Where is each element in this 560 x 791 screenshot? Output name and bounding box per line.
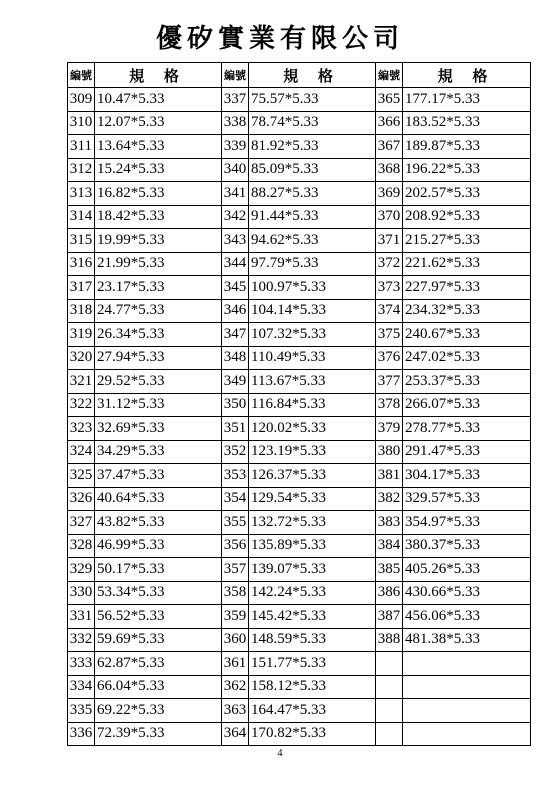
- table-row: [68, 88, 531, 112]
- item-spec-cell: 456.06*5.33: [403, 605, 531, 629]
- item-code-cell: 350: [222, 393, 249, 417]
- company-title: 優矽實業有限公司: [155, 24, 404, 54]
- table-row: [68, 393, 531, 417]
- item-code-cell: 328: [68, 534, 95, 558]
- item-spec-cell: 253.37*5.33: [403, 370, 531, 394]
- spec-table-body: [68, 88, 531, 746]
- item-spec-cell: 56.52*5.33: [95, 605, 222, 629]
- item-spec-cell: 142.24*5.33: [249, 581, 376, 605]
- item-spec-cell: 247.02*5.33: [403, 346, 531, 370]
- item-spec-cell: 27.94*5.33: [95, 346, 222, 370]
- item-code-cell: 359: [222, 605, 249, 629]
- item-spec-cell: 158.12*5.33: [249, 675, 376, 699]
- item-spec-cell: 234.32*5.33: [403, 299, 531, 323]
- item-spec-cell: 132.72*5.33: [249, 511, 376, 535]
- item-code-cell: 339: [222, 135, 249, 159]
- item-code-cell: 347: [222, 323, 249, 347]
- item-code-cell: 378: [376, 393, 403, 417]
- item-code-cell: 377: [376, 370, 403, 394]
- spec-table: [67, 62, 531, 746]
- item-code-cell: 366: [376, 111, 403, 135]
- item-code-cell: 312: [68, 158, 95, 182]
- item-code-cell: 330: [68, 581, 95, 605]
- item-code-cell: 323: [68, 417, 95, 441]
- table-row: [68, 135, 531, 159]
- item-code-cell: 352: [222, 440, 249, 464]
- item-code-cell: [376, 722, 403, 746]
- item-spec-cell: 135.89*5.33: [249, 534, 376, 558]
- item-spec-cell: 66.04*5.33: [95, 675, 222, 699]
- item-spec-cell: 129.54*5.33: [249, 487, 376, 511]
- item-spec-cell: 215.27*5.33: [403, 229, 531, 253]
- item-spec-cell: 107.32*5.33: [249, 323, 376, 347]
- item-code-cell: 334: [68, 675, 95, 699]
- table-row: [68, 323, 531, 347]
- item-spec-cell: 34.29*5.33: [95, 440, 222, 464]
- item-code-cell: 310: [68, 111, 95, 135]
- item-code-cell: 313: [68, 182, 95, 206]
- item-spec-cell: 13.64*5.33: [95, 135, 222, 159]
- item-spec-cell: 12.07*5.33: [95, 111, 222, 135]
- item-spec-cell: 177.17*5.33: [403, 88, 531, 112]
- table-row: [68, 370, 531, 394]
- item-spec-cell: 31.12*5.33: [95, 393, 222, 417]
- table-row: [68, 605, 531, 629]
- item-code-cell: 376: [376, 346, 403, 370]
- item-spec-cell: 94.62*5.33: [249, 229, 376, 253]
- item-code-cell: 317: [68, 276, 95, 300]
- item-code-cell: 353: [222, 464, 249, 488]
- item-spec-cell: 430.66*5.33: [403, 581, 531, 605]
- item-spec-cell: 10.47*5.33: [95, 88, 222, 112]
- item-code-cell: 326: [68, 487, 95, 511]
- table-row: [68, 299, 531, 323]
- item-code-cell: 345: [222, 276, 249, 300]
- table-row: [68, 464, 531, 488]
- item-spec-cell: 139.07*5.33: [249, 558, 376, 582]
- item-spec-cell: 304.17*5.33: [403, 464, 531, 488]
- item-code-cell: 337: [222, 88, 249, 112]
- item-code-cell: 338: [222, 111, 249, 135]
- table-row: [68, 111, 531, 135]
- item-spec-cell: 26.34*5.33: [95, 323, 222, 347]
- item-code-cell: 315: [68, 229, 95, 253]
- item-spec-cell: 240.67*5.33: [403, 323, 531, 347]
- item-code-cell: 360: [222, 628, 249, 652]
- item-spec-cell: 18.42*5.33: [95, 205, 222, 229]
- item-code-cell: 346: [222, 299, 249, 323]
- item-spec-cell: 120.02*5.33: [249, 417, 376, 441]
- item-code-cell: 372: [376, 252, 403, 276]
- item-code-cell: 388: [376, 628, 403, 652]
- item-code-cell: 320: [68, 346, 95, 370]
- item-spec-cell: 329.57*5.33: [403, 487, 531, 511]
- item-spec-cell: 481.38*5.33: [403, 628, 531, 652]
- item-spec-cell: 189.87*5.33: [403, 135, 531, 159]
- item-code-cell: 333: [68, 652, 95, 676]
- table-row: [68, 699, 531, 723]
- item-code-cell: 349: [222, 370, 249, 394]
- item-spec-cell: 50.17*5.33: [95, 558, 222, 582]
- item-spec-cell: 278.77*5.33: [403, 417, 531, 441]
- item-spec-cell: 40.64*5.33: [95, 487, 222, 511]
- item-code-cell: 321: [68, 370, 95, 394]
- table-row: [68, 581, 531, 605]
- table-row: [68, 417, 531, 441]
- code-header: 編號: [376, 63, 403, 88]
- item-code-cell: 318: [68, 299, 95, 323]
- item-spec-cell: 126.37*5.33: [249, 464, 376, 488]
- item-spec-cell: 19.99*5.33: [95, 229, 222, 253]
- item-code-cell: 331: [68, 605, 95, 629]
- item-code-cell: 351: [222, 417, 249, 441]
- item-code-cell: 375: [376, 323, 403, 347]
- item-spec-cell: 85.09*5.33: [249, 158, 376, 182]
- item-code-cell: 367: [376, 135, 403, 159]
- table-row: [68, 205, 531, 229]
- item-code-cell: 383: [376, 511, 403, 535]
- item-spec-cell: 110.49*5.33: [249, 346, 376, 370]
- table-row: [68, 652, 531, 676]
- item-code-cell: 325: [68, 464, 95, 488]
- item-spec-cell: 37.47*5.33: [95, 464, 222, 488]
- item-spec-cell: 104.14*5.33: [249, 299, 376, 323]
- table-row: [68, 628, 531, 652]
- table-row: [68, 675, 531, 699]
- item-code-cell: 381: [376, 464, 403, 488]
- item-code-cell: [376, 699, 403, 723]
- item-spec-cell: 69.22*5.33: [95, 699, 222, 723]
- item-spec-cell: 78.74*5.33: [249, 111, 376, 135]
- item-spec-cell: 81.92*5.33: [249, 135, 376, 159]
- item-code-cell: 316: [68, 252, 95, 276]
- item-code-cell: 382: [376, 487, 403, 511]
- item-spec-cell: 75.57*5.33: [249, 88, 376, 112]
- item-spec-cell: 62.87*5.33: [95, 652, 222, 676]
- table-row: [68, 534, 531, 558]
- item-code-cell: 355: [222, 511, 249, 535]
- table-row: [68, 722, 531, 746]
- item-code-cell: 314: [68, 205, 95, 229]
- item-spec-cell: 29.52*5.33: [95, 370, 222, 394]
- item-code-cell: 354: [222, 487, 249, 511]
- item-code-cell: 319: [68, 323, 95, 347]
- item-code-cell: 322: [68, 393, 95, 417]
- item-code-cell: 386: [376, 581, 403, 605]
- item-spec-cell: 227.97*5.33: [403, 276, 531, 300]
- page-number: 4: [277, 748, 283, 759]
- item-spec-cell: 113.67*5.33: [249, 370, 376, 394]
- item-spec-cell: 196.22*5.33: [403, 158, 531, 182]
- item-code-cell: 309: [68, 88, 95, 112]
- item-spec-cell: 145.42*5.33: [249, 605, 376, 629]
- item-code-cell: 379: [376, 417, 403, 441]
- table-row: [68, 487, 531, 511]
- item-code-cell: [376, 652, 403, 676]
- item-spec-cell: 405.26*5.33: [403, 558, 531, 582]
- spec-header: 規 格: [249, 63, 376, 88]
- item-spec-cell: 183.52*5.33: [403, 111, 531, 135]
- item-code-cell: 362: [222, 675, 249, 699]
- item-spec-cell: 123.19*5.33: [249, 440, 376, 464]
- item-code-cell: 385: [376, 558, 403, 582]
- item-spec-cell: 151.77*5.33: [249, 652, 376, 676]
- item-spec-cell: 208.92*5.33: [403, 205, 531, 229]
- item-code-cell: 335: [68, 699, 95, 723]
- item-code-cell: 342: [222, 205, 249, 229]
- item-spec-cell: 266.07*5.33: [403, 393, 531, 417]
- item-spec-cell: 15.24*5.33: [95, 158, 222, 182]
- item-spec-cell: 97.79*5.33: [249, 252, 376, 276]
- item-spec-cell: 91.44*5.33: [249, 205, 376, 229]
- item-code-cell: 356: [222, 534, 249, 558]
- item-code-cell: 369: [376, 182, 403, 206]
- item-spec-cell: 32.69*5.33: [95, 417, 222, 441]
- item-code-cell: 370: [376, 205, 403, 229]
- table-row: [68, 511, 531, 535]
- item-spec-cell: 116.84*5.33: [249, 393, 376, 417]
- item-code-cell: 340: [222, 158, 249, 182]
- table-row: [68, 182, 531, 206]
- item-code-cell: 373: [376, 276, 403, 300]
- item-spec-cell: 221.62*5.33: [403, 252, 531, 276]
- item-spec-cell: 164.47*5.33: [249, 699, 376, 723]
- item-spec-cell: 72.39*5.33: [95, 722, 222, 746]
- item-code-cell: 324: [68, 440, 95, 464]
- item-code-cell: 384: [376, 534, 403, 558]
- item-code-cell: 332: [68, 628, 95, 652]
- item-spec-cell: [403, 699, 531, 723]
- item-spec-cell: 21.99*5.33: [95, 252, 222, 276]
- item-spec-cell: 46.99*5.33: [95, 534, 222, 558]
- item-spec-cell: 148.59*5.33: [249, 628, 376, 652]
- item-code-cell: 387: [376, 605, 403, 629]
- item-code-cell: 358: [222, 581, 249, 605]
- code-header: 編號: [68, 63, 95, 88]
- item-spec-cell: 24.77*5.33: [95, 299, 222, 323]
- code-header: 編號: [222, 63, 249, 88]
- table-row: [68, 558, 531, 582]
- table-header-row: [68, 63, 531, 88]
- item-code-cell: 365: [376, 88, 403, 112]
- item-spec-cell: 354.97*5.33: [403, 511, 531, 535]
- item-spec-cell: 43.82*5.33: [95, 511, 222, 535]
- item-code-cell: 361: [222, 652, 249, 676]
- item-spec-cell: 23.17*5.33: [95, 276, 222, 300]
- table-row: [68, 158, 531, 182]
- item-spec-cell: 170.82*5.33: [249, 722, 376, 746]
- item-spec-cell: 59.69*5.33: [95, 628, 222, 652]
- table-row: [68, 229, 531, 253]
- item-code-cell: 357: [222, 558, 249, 582]
- item-code-cell: 336: [68, 722, 95, 746]
- table-row: [68, 440, 531, 464]
- item-code-cell: [376, 675, 403, 699]
- item-code-cell: 374: [376, 299, 403, 323]
- table-row: [68, 276, 531, 300]
- item-spec-cell: [403, 652, 531, 676]
- item-code-cell: 344: [222, 252, 249, 276]
- table-row: [68, 252, 531, 276]
- spec-header: 規 格: [403, 63, 531, 88]
- item-code-cell: 371: [376, 229, 403, 253]
- item-spec-cell: 16.82*5.33: [95, 182, 222, 206]
- table-row: [68, 346, 531, 370]
- item-code-cell: 363: [222, 699, 249, 723]
- item-spec-cell: [403, 722, 531, 746]
- item-code-cell: 327: [68, 511, 95, 535]
- item-code-cell: 311: [68, 135, 95, 159]
- item-spec-cell: 53.34*5.33: [95, 581, 222, 605]
- item-code-cell: 380: [376, 440, 403, 464]
- item-spec-cell: 88.27*5.33: [249, 182, 376, 206]
- item-spec-cell: [403, 675, 531, 699]
- item-spec-cell: 202.57*5.33: [403, 182, 531, 206]
- item-code-cell: 368: [376, 158, 403, 182]
- item-code-cell: 343: [222, 229, 249, 253]
- spec-header: 規 格: [95, 63, 222, 88]
- item-spec-cell: 100.97*5.33: [249, 276, 376, 300]
- item-code-cell: 329: [68, 558, 95, 582]
- item-code-cell: 341: [222, 182, 249, 206]
- item-code-cell: 364: [222, 722, 249, 746]
- item-code-cell: 348: [222, 346, 249, 370]
- item-spec-cell: 380.37*5.33: [403, 534, 531, 558]
- item-spec-cell: 291.47*5.33: [403, 440, 531, 464]
